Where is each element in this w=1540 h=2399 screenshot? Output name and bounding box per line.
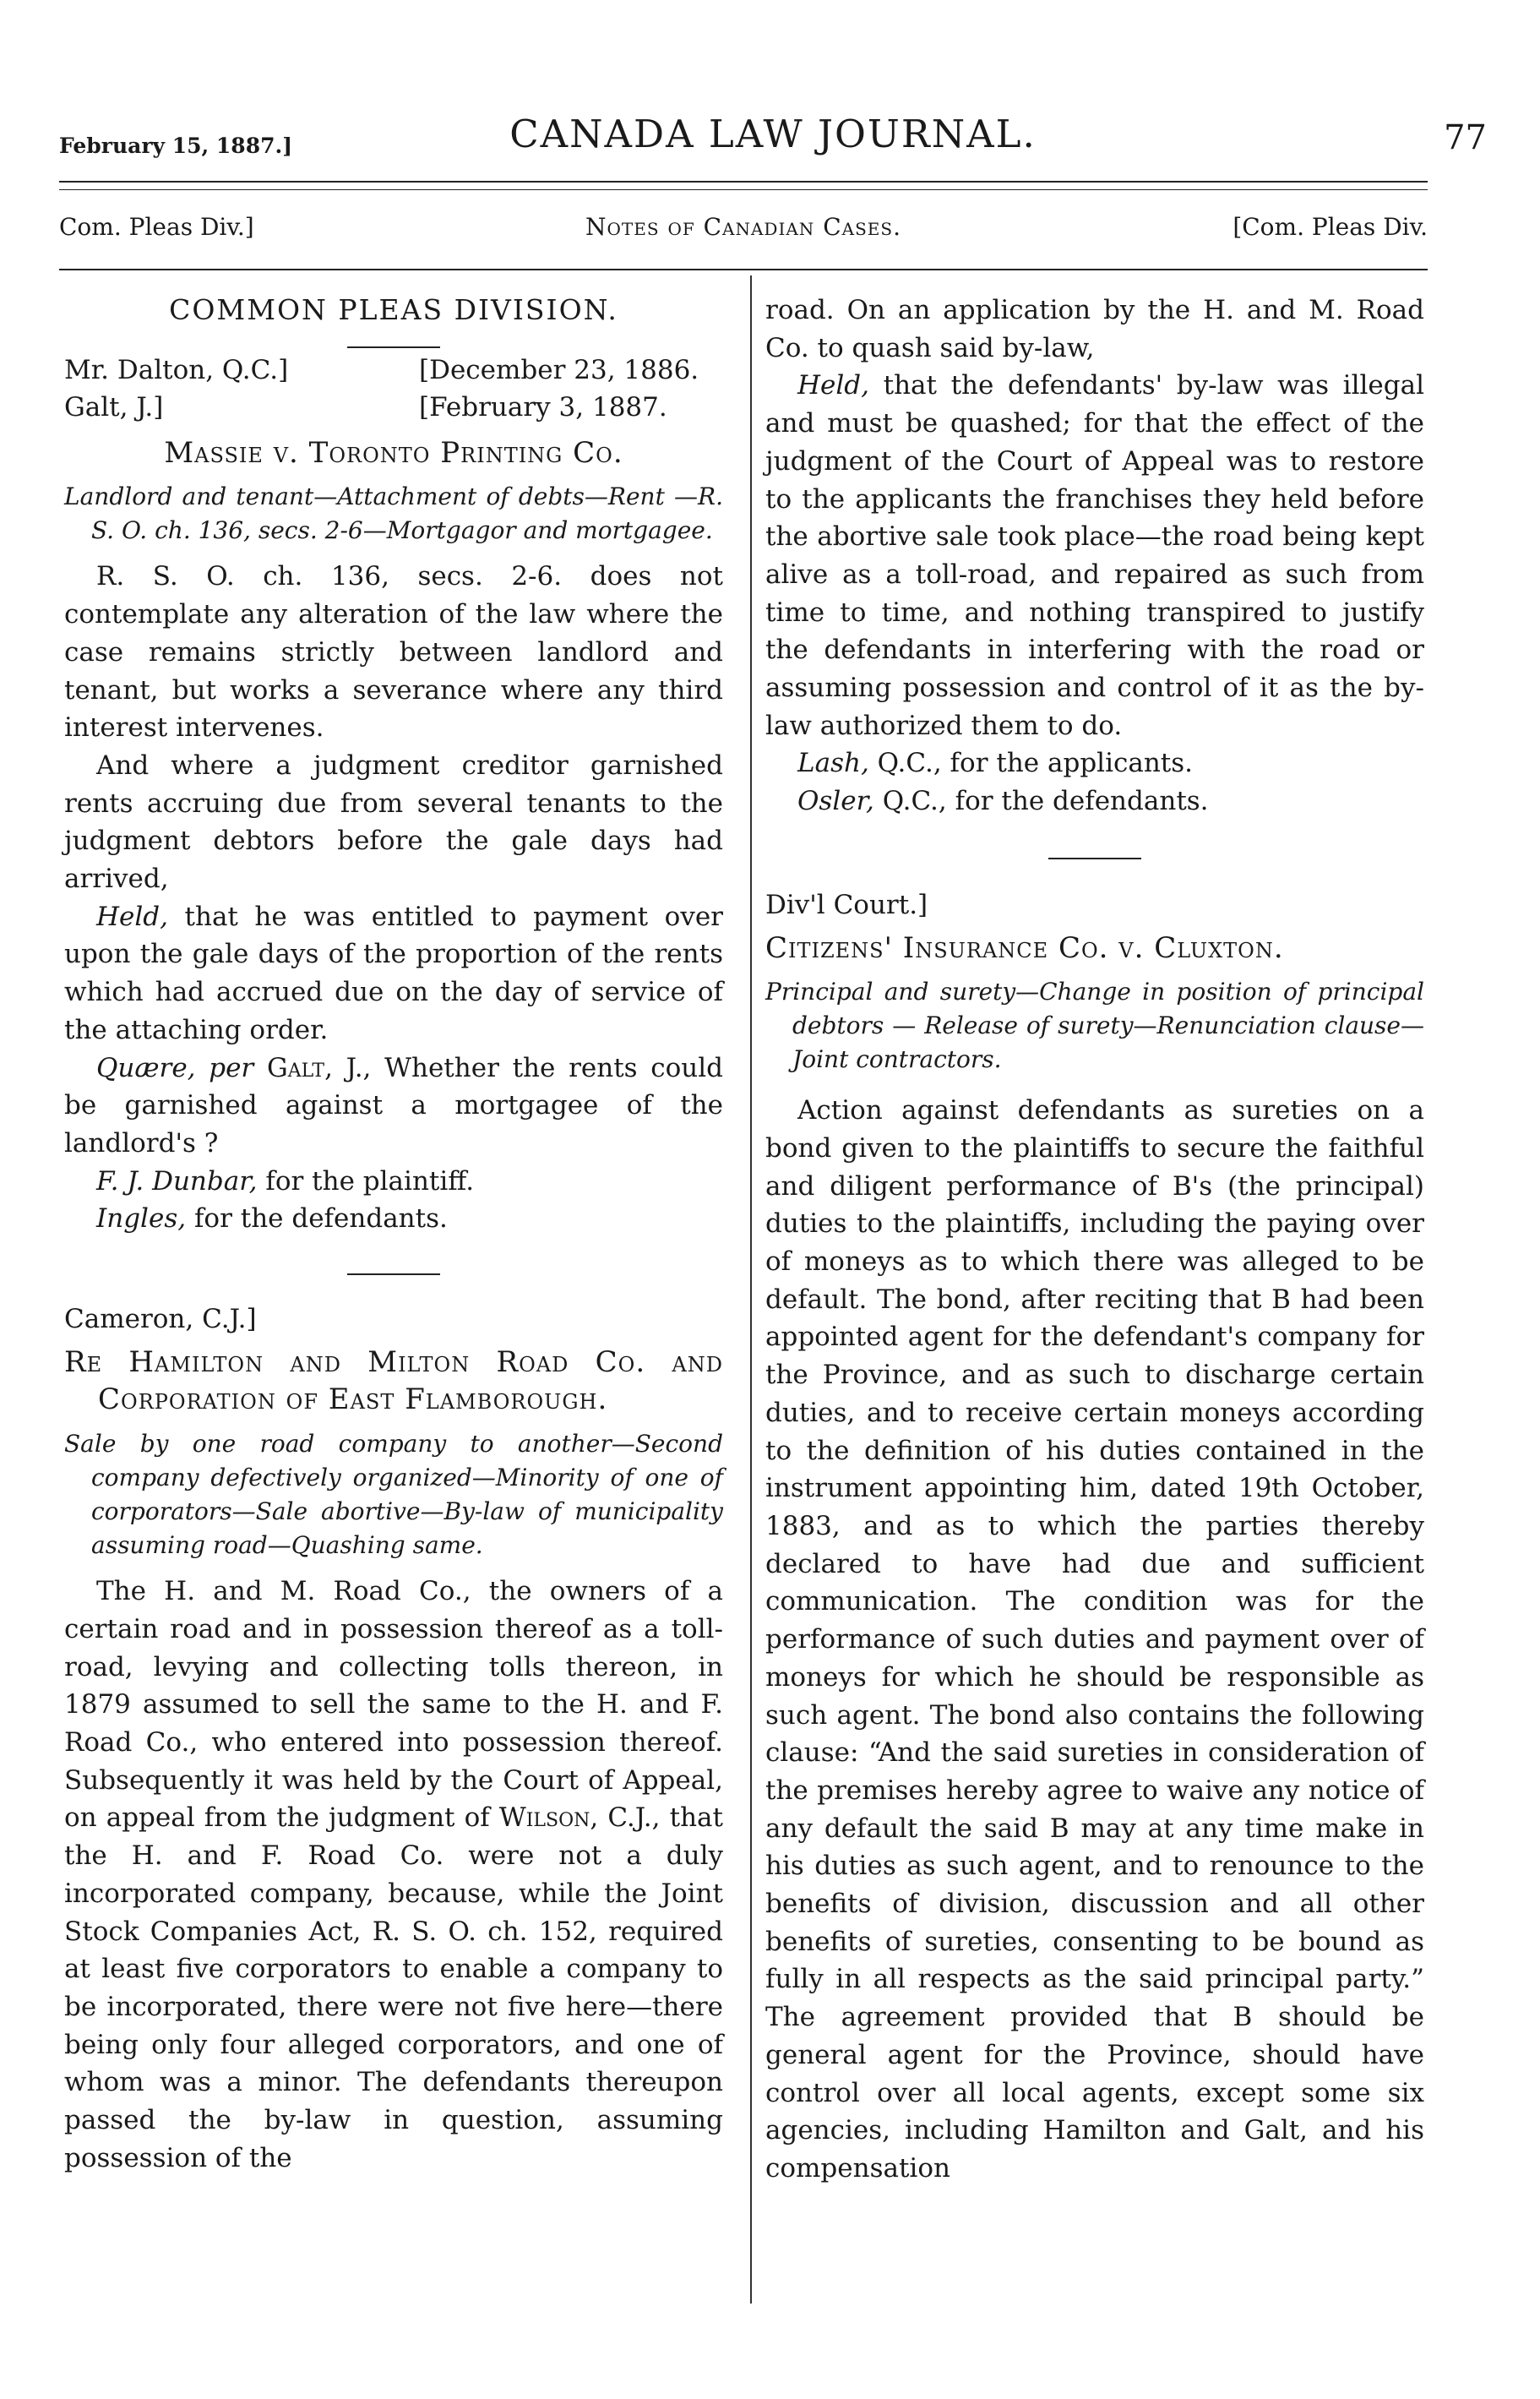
header-rule-bottom	[59, 189, 1428, 190]
case1-headnote: Landlord and tenant—Attachment of debts—Rent —R. S. O. ch. 136, secs. 2-6—Mortgagor and mortgagee.	[64, 483, 723, 545]
running-subheader	[59, 213, 1428, 247]
case1-date1: [December 23, 1886.	[419, 354, 699, 385]
quaere-judge: Galt, J.,	[266, 1052, 372, 1083]
lash-name: Lash,	[797, 748, 869, 779]
left-column	[64, 292, 723, 2177]
case3-para1: Action against defendants as sureties on a bond given to the plaintiffs to secure the faithful and diligent performance of B's (the principal) duties to the plaintiffs, including the paying over of moneys as to which there was alleged to be default. The bond, after reciting that B had been appointed agent for the defendant's company for the Province, and as such to discharge certain duties, and to receive certain moneys according to the definition of his duties contained in the instrument appointing him, dated 19th October, 1883, and as to which the parties thereby declared to have had due and sufficient communication. The condition was for the performance of such duties and payment over of moneys for which he should be responsible as such agent. The bond also contains the following clause: “And the said sureties in consideration of the premises hereby agree to waive any notice of any default the said B may at any time make in his duties as such agent, and to renounce to the benefits of division, discussion and all other benefits of sureties, consenting to be bound as fully in all respects as the said principal party.” The agreement provided that B should be general agent for the Province, should have control over all local agents, except some six agencies, including Hamilton and Galt, and his compensation	[765, 1095, 1424, 2184]
held-word: Held,	[96, 901, 168, 932]
header-rule-top	[59, 181, 1428, 183]
journal-title: CANADA LAW JOURNAL.	[509, 112, 1037, 156]
case1-para3: that he was entitled to payment over upon the gale days of the proportion of the rents which had accrued due on the day of service of the attaching order.	[64, 901, 723, 1045]
subheader-right: [Com. Pleas Div.	[1233, 213, 1428, 241]
case1-judge2: Galt, J.]	[64, 392, 164, 423]
subheader-rule	[59, 269, 1428, 270]
column-divider	[750, 275, 752, 2304]
section-divider	[347, 346, 440, 348]
subheader-left: Com. Pleas Div.]	[59, 213, 254, 241]
held-word-2: Held,	[797, 370, 869, 401]
counsel2-role: for the defendants.	[193, 1203, 448, 1235]
issue-date: February 15, 1887.]	[59, 134, 293, 158]
case2-cont-para1: road. On an application by the H. and M. Road Co. to quash said by-law,	[765, 295, 1424, 363]
case2-para1	[64, 1573, 723, 2177]
case2-title: Re Hamilton and Milton Road Co. and Corporation of East Flamborough.	[64, 1344, 723, 1417]
case2-held	[765, 367, 1424, 744]
case1-para4: Whether the rents could be garnished against a mortgagee of the landlord's ?	[64, 1052, 724, 1159]
case1-title: Massie v. Toronto Printing Co.	[164, 435, 623, 470]
case3-title: Citizens' Insurance Co. v. Cluxton.	[765, 930, 1284, 965]
osler-name: Osler,	[797, 786, 874, 817]
counsel1-role: for the plaintiff.	[265, 1165, 475, 1197]
case2-judge: Cameron, C.J.]	[64, 1304, 257, 1335]
case-divider	[347, 1273, 440, 1275]
counsel2-name: Ingles,	[96, 1203, 187, 1235]
page-number: 77	[1444, 118, 1487, 157]
subheader-center: Notes of Canadian Cases.	[585, 213, 901, 241]
case2-cont-para2: that the defendants' by-law was illegal and must be quashed; for that the effect of the judgment of the Court of Appeal was to restore to the applicants the franchises they held before the abortive sale took place—the road being kept alive as a toll-road, and repaired as such from time to time, and nothing transpired to justify the defendants in interfering with the road or assuming possession and control of it as the by-law authorized them to do.	[765, 370, 1425, 741]
case2-headnote: Sale by one road company to another—Second company defectively organized—Minority of one of corporators—Sale abortive—By-law of municipality assuming road—Quashing same.	[64, 1430, 723, 1560]
right-column	[765, 292, 1424, 2188]
lash-role: Q.C., for the applicants.	[877, 748, 1194, 779]
case2-para1b: that the H. and F. Road Co. were not a duly incorporated company, because, while the Joint Stock Companies Act, R. S. O. ch. 152, required at least five corporators to enable a company to be incorporated, there were not five here—there being only four alleged corporators, and one of whom was a minor. The defendants thereupon passed the by-law in question, assuming possession of the	[64, 1802, 723, 2173]
case1-para1: R. S. O. ch. 136, secs. 2-6. does not contemplate any alteration of the law where the case remains strictly between landlord and tenant, but works a severance where any third interest intervenes.	[64, 561, 723, 744]
case1-held	[64, 898, 723, 1050]
case3-headnote: Principal and surety—Change in position of principal debtors — Release of surety—Renunciation clause—Joint contractors.	[765, 978, 1424, 1074]
case1-para2: And where a judgment creditor garnished rents accruing due from several tenants to the judgment debtors before the gale days had arrived,	[64, 750, 723, 895]
osler-role: Q.C., for the defendants.	[882, 786, 1209, 817]
case1-counsel2	[64, 1200, 723, 1238]
quaere-word: Quære, per	[96, 1052, 254, 1083]
case1-counsel1	[64, 1163, 723, 1201]
case1-date2: [February 3, 1887.	[419, 392, 667, 423]
case2-counsel1	[765, 744, 1424, 782]
case3-court: Div'l Court.]	[765, 889, 928, 920]
case1-quaere	[64, 1050, 723, 1163]
case2-counsel2	[765, 782, 1424, 821]
page-header	[59, 108, 1487, 159]
case2-para1a: The H. and M. Road Co., the owners of a certain road and in possession thereof as a toll-road, levying and collecting tolls thereon, in 1879 assumed to sell the same to the H. and F. Road Co., who entered into possession thereof. Subsequently it was held by the Court of Appeal, on appeal from the judgment of	[64, 1576, 723, 1834]
case-divider-2	[1048, 858, 1141, 859]
case2-judge-ref: Wilson, C.J.,	[498, 1802, 661, 1834]
case1-judges	[64, 352, 723, 428]
case1-judge1: Mr. Dalton, Q.C.]	[64, 354, 289, 385]
section-title: COMMON PLEAS DIVISION.	[169, 293, 618, 326]
counsel1-name: F. J. Dunbar,	[96, 1165, 258, 1197]
